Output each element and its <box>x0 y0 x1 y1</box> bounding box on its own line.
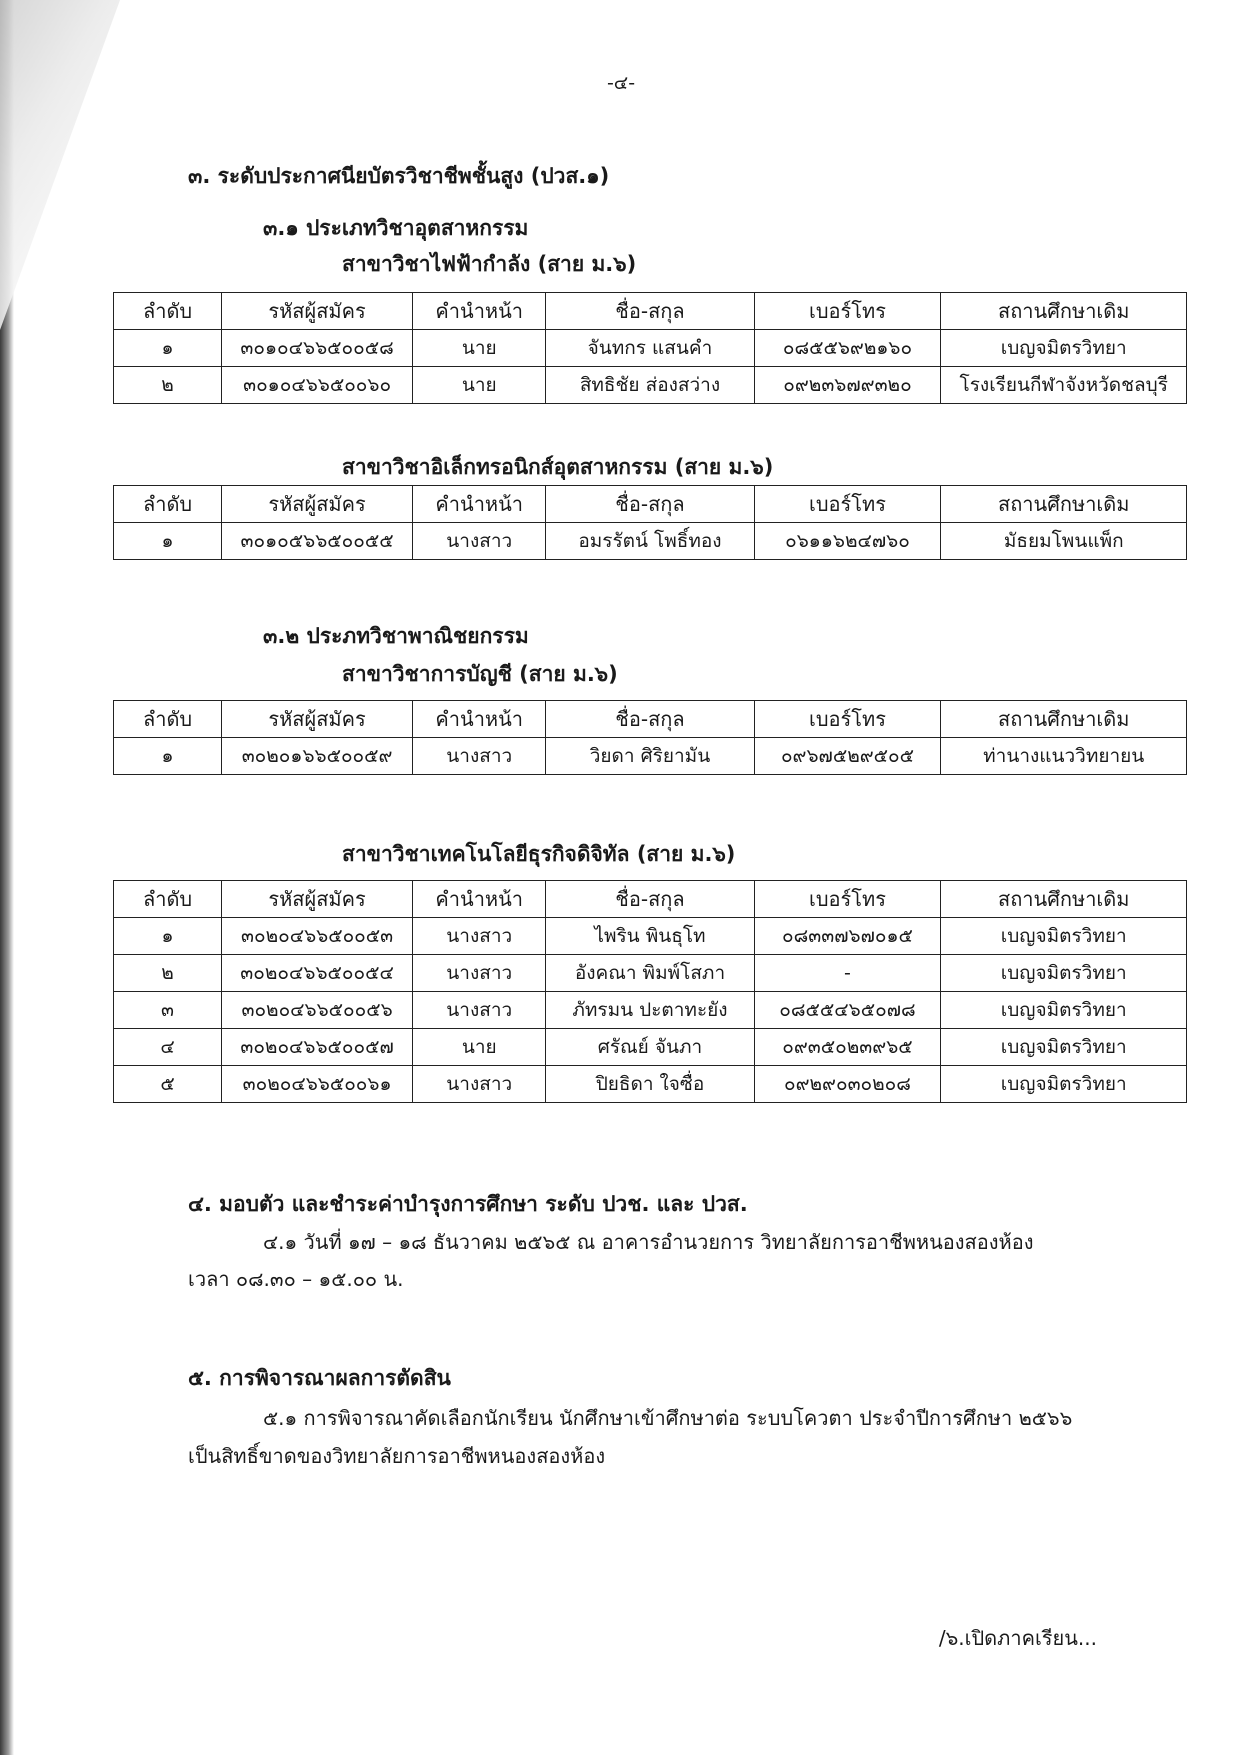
cell-name: สิทธิชัย ส่องสว่าง <box>546 367 754 404</box>
major-industrial-electronics-title: สาขาวิชาอิเล็กทรอนิกส์อุตสาหกรรม (สาย ม.๖) <box>342 455 774 479</box>
cell-phone: - <box>754 955 941 992</box>
cell-prefix: นางสาว <box>413 523 546 560</box>
cell-name: วิยดา ศิริยามัน <box>546 738 754 775</box>
cell-applicant-code: ๓๐๒๐๔๖๖๕๐๐๕๓ <box>222 918 413 955</box>
header-prefix: คำนำหน้า <box>413 881 546 918</box>
cell-phone: ๐๘๓๓๗๖๗๐๑๕ <box>754 918 941 955</box>
table-row <box>114 523 1187 560</box>
table-row <box>114 330 1187 367</box>
cell-name: ภัทรมน ปะตาทะยัง <box>546 992 754 1029</box>
header-name: ชื่อ-สกุล <box>546 486 754 523</box>
cell-former-school: ท่านางแนววิทยายน <box>941 738 1187 775</box>
header-prefix: คำนำหน้า <box>413 293 546 330</box>
cell-applicant-code: ๓๐๒๐๔๖๖๕๐๐๕๖ <box>222 992 413 1029</box>
header-name: ชื่อ-สกุล <box>546 701 754 738</box>
table-header-row <box>114 881 1187 918</box>
section-4-line-2: เวลา ๐๘.๓๐ – ๑๕.๐๐ น. <box>188 1267 404 1291</box>
major-digital-business-title: สาขาวิชาเทคโนโลยีธุรกิจดิจิทัล (สาย ม.๖) <box>342 842 736 866</box>
header-prefix: คำนำหน้า <box>413 486 546 523</box>
cell-phone: ๐๘๕๕๖๙๒๑๖๐ <box>754 330 941 367</box>
major-accounting-title: สาขาวิชาการบัญชี (สาย ม.๖) <box>342 662 618 686</box>
header-order: ลำดับ <box>114 293 222 330</box>
cell-order: ๒ <box>114 367 222 404</box>
cell-former-school: เบญจมิตรวิทยา <box>941 1029 1187 1066</box>
cell-name: ไพริน พินธุโท <box>546 918 754 955</box>
cell-name: ศรัณย์ จันภา <box>546 1029 754 1066</box>
cell-prefix: นางสาว <box>413 738 546 775</box>
cell-former-school: เบญจมิตรวิทยา <box>941 1066 1187 1103</box>
section-5-line-1: ๕.๑ การพิจารณาคัดเลือกนักเรียน นักศึกษาเข้าศึกษาต่อ ระบบโควตา ประจำปีการศึกษา ๒๕๖๖ <box>263 1406 1073 1430</box>
cell-applicant-code: ๓๐๒๐๑๖๖๕๐๐๕๙ <box>222 738 413 775</box>
cell-applicant-code: ๓๐๒๐๔๖๖๕๐๐๕๔ <box>222 955 413 992</box>
cell-former-school: มัธยมโพนแพ็ก <box>941 523 1187 560</box>
header-name: ชื่อ-สกุล <box>546 293 754 330</box>
cell-former-school: เบญจมิตรวิทยา <box>941 330 1187 367</box>
section-3-2-title: ๓.๒ ประภทวิชาพาณิชยกรรม <box>263 624 529 648</box>
table-header-row <box>114 486 1187 523</box>
cell-applicant-code: ๓๐๑๐๔๖๖๕๐๐๖๐ <box>222 367 413 404</box>
cell-name: จันทกร แสนคำ <box>546 330 754 367</box>
table-electrical-power <box>113 292 1187 404</box>
cell-applicant-code: ๓๐๒๐๔๖๖๕๐๐๕๗ <box>222 1029 413 1066</box>
cell-prefix: นางสาว <box>413 955 546 992</box>
section-5-line-2: เป็นสิทธิ์ขาดของวิทยาลัยการอาชีพหนองสองห้อง <box>188 1444 606 1468</box>
header-phone: เบอร์โทร <box>754 486 941 523</box>
header-phone: เบอร์โทร <box>754 881 941 918</box>
header-name: ชื่อ-สกุล <box>546 881 754 918</box>
header-prefix: คำนำหน้า <box>413 701 546 738</box>
next-page-continuation: /๖.เปิดภาคเรียน... <box>938 1626 1097 1650</box>
cell-applicant-code: ๓๐๒๐๔๖๖๕๐๐๖๑ <box>222 1066 413 1103</box>
cell-phone: ๐๘๕๕๔๖๕๐๗๘ <box>754 992 941 1029</box>
cell-order: ๔ <box>114 1029 222 1066</box>
header-applicant-code: รหัสผู้สมัคร <box>222 701 413 738</box>
cell-former-school: เบญจมิตรวิทยา <box>941 955 1187 992</box>
cell-prefix: นางสาว <box>413 1066 546 1103</box>
table-row <box>114 1066 1187 1103</box>
cell-prefix: นาย <box>413 367 546 404</box>
page-fold-corner <box>0 0 120 330</box>
cell-prefix: นาย <box>413 1029 546 1066</box>
header-order: ลำดับ <box>114 881 222 918</box>
cell-order: ๒ <box>114 955 222 992</box>
cell-phone: ๐๖๑๑๖๒๔๗๖๐ <box>754 523 941 560</box>
table-accounting <box>113 700 1187 775</box>
table-industrial-electronics <box>113 485 1187 560</box>
header-applicant-code: รหัสผู้สมัคร <box>222 486 413 523</box>
header-former-school: สถานศึกษาเดิม <box>941 486 1187 523</box>
cell-former-school: เบญจมิตรวิทยา <box>941 918 1187 955</box>
header-former-school: สถานศึกษาเดิม <box>941 293 1187 330</box>
cell-applicant-code: ๓๐๑๐๕๖๖๕๐๐๕๕ <box>222 523 413 560</box>
cell-name: ปิยธิดา ใจซื่อ <box>546 1066 754 1103</box>
section-4-line-1: ๔.๑ วันที่ ๑๗ – ๑๘ ธันวาคม ๒๕๖๕ ณ อาคารอำนวยการ วิทยาลัยการอาชีพหนองสองห้อง <box>263 1230 1034 1254</box>
cell-order: ๓ <box>114 992 222 1029</box>
header-phone: เบอร์โทร <box>754 701 941 738</box>
cell-prefix: นางสาว <box>413 918 546 955</box>
page-number: -๔- <box>606 72 636 94</box>
cell-prefix: นางสาว <box>413 992 546 1029</box>
cell-prefix: นาย <box>413 330 546 367</box>
cell-order: ๑ <box>114 330 222 367</box>
cell-former-school: เบญจมิตรวิทยา <box>941 992 1187 1029</box>
section-4-title: ๔. มอบตัว และชำระค่าบำรุงการศึกษา ระดับ ปวช. และ ปวส. <box>188 1192 748 1216</box>
cell-order: ๑ <box>114 918 222 955</box>
cell-phone: ๐๙๒๙๐๓๐๒๐๘ <box>754 1066 941 1103</box>
cell-former-school: โรงเรียนกีฬาจังหวัดชลบุรี <box>941 367 1187 404</box>
table-header-row <box>114 701 1187 738</box>
table-digital-business <box>113 880 1187 1103</box>
section-5-title: ๕. การพิจารณาผลการตัดสิน <box>188 1366 451 1390</box>
cell-phone: ๐๙๖๗๕๒๙๕๐๕ <box>754 738 941 775</box>
header-former-school: สถานศึกษาเดิม <box>941 881 1187 918</box>
header-applicant-code: รหัสผู้สมัคร <box>222 293 413 330</box>
table-header-row <box>114 293 1187 330</box>
table-row <box>114 918 1187 955</box>
cell-order: ๕ <box>114 1066 222 1103</box>
cell-name: อังคณา พิมพ์โสภา <box>546 955 754 992</box>
cell-phone: ๐๙๒๓๖๗๙๓๒๐ <box>754 367 941 404</box>
table-row <box>114 1029 1187 1066</box>
header-applicant-code: รหัสผู้สมัคร <box>222 881 413 918</box>
header-former-school: สถานศึกษาเดิม <box>941 701 1187 738</box>
cell-name: อมรรัตน์ โพธิ์ทอง <box>546 523 754 560</box>
cell-applicant-code: ๓๐๑๐๔๖๖๕๐๐๕๘ <box>222 330 413 367</box>
cell-order: ๑ <box>114 738 222 775</box>
cell-phone: ๐๙๓๕๐๒๓๙๖๕ <box>754 1029 941 1066</box>
cell-order: ๑ <box>114 523 222 560</box>
table-row <box>114 367 1187 404</box>
header-order: ลำดับ <box>114 701 222 738</box>
table-row <box>114 738 1187 775</box>
section-3-title: ๓. ระดับประกาศนียบัตรวิชาชีพชั้นสูง (ปวส.๑) <box>188 164 610 188</box>
section-3-1-title: ๓.๑ ประเภทวิชาอุตสาหกรรม <box>263 216 529 240</box>
table-row <box>114 955 1187 992</box>
table-row <box>114 992 1187 1029</box>
major-electrical-power-title: สาขาวิชาไฟฟ้ากำลัง (สาย ม.๖) <box>342 252 637 276</box>
header-order: ลำดับ <box>114 486 222 523</box>
header-phone: เบอร์โทร <box>754 293 941 330</box>
